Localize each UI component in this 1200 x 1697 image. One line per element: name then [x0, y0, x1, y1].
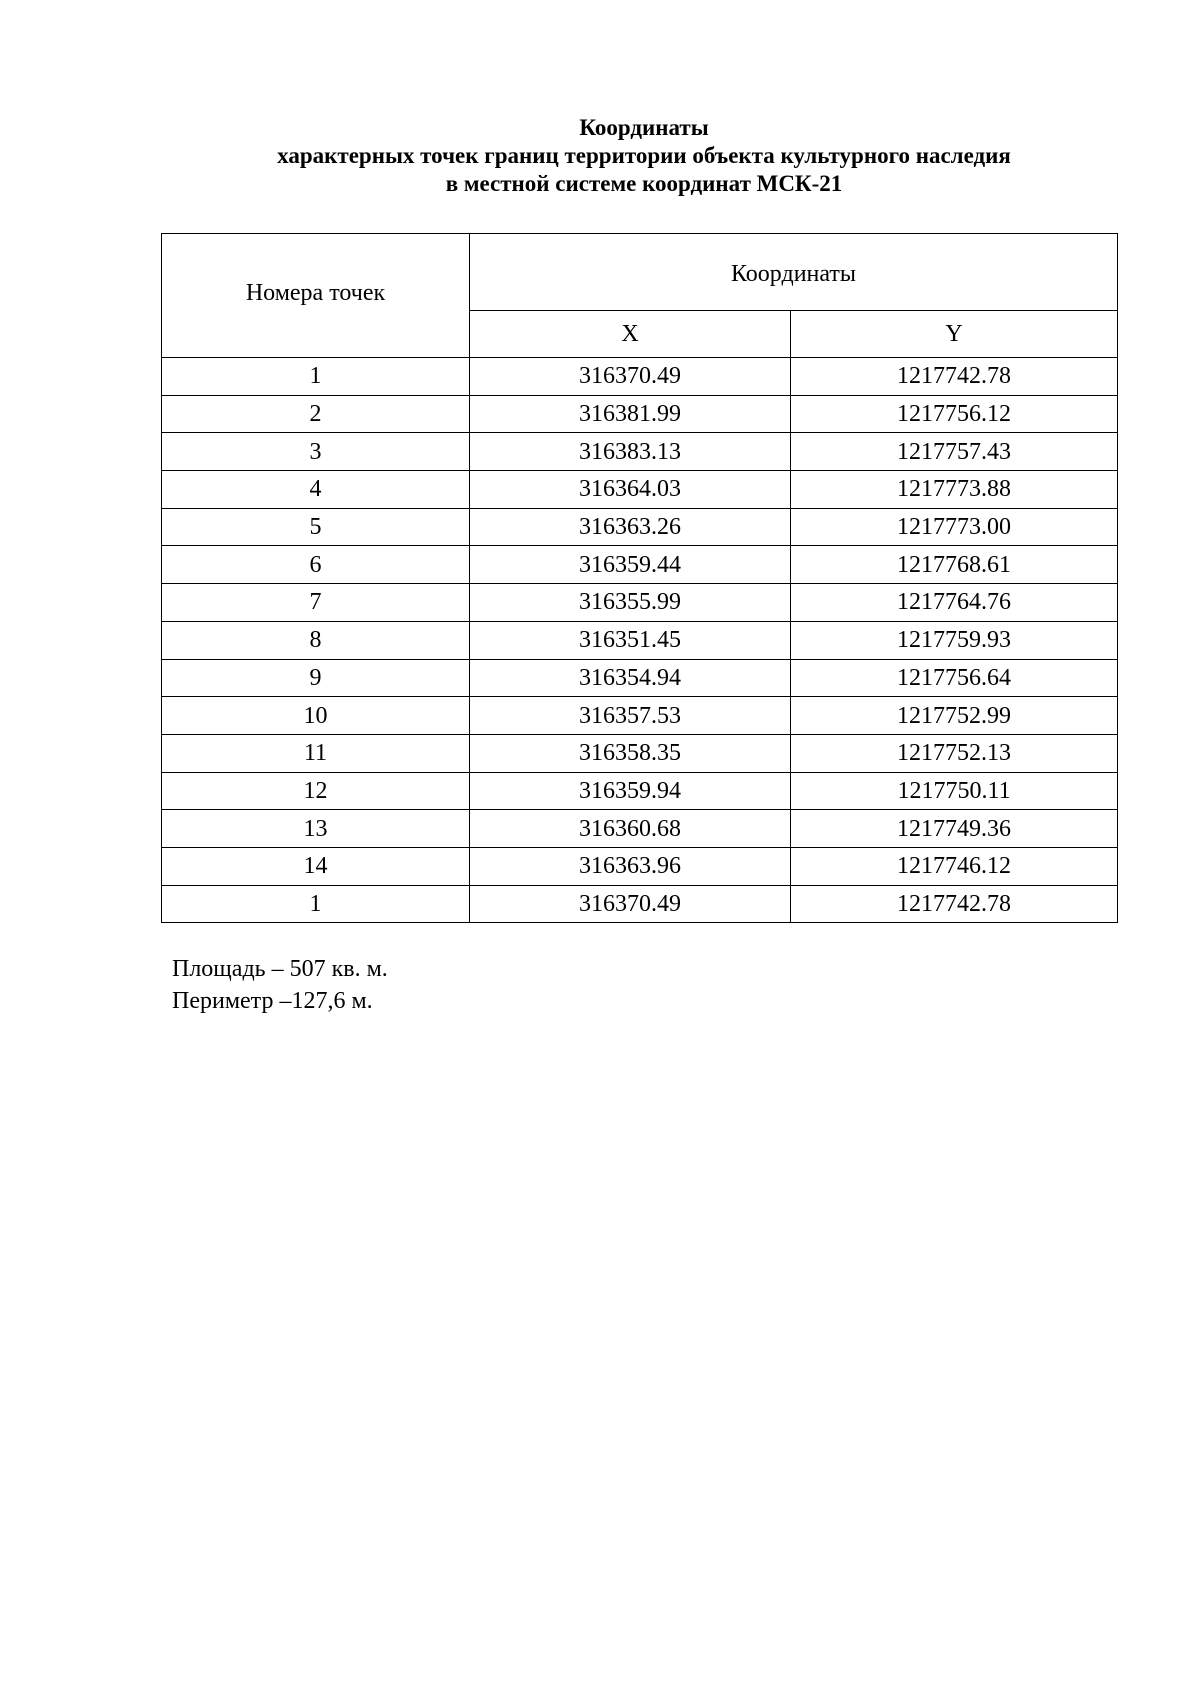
y-coordinate-cell: 1217773.88 — [791, 471, 1118, 509]
header-y: Y — [791, 311, 1118, 358]
y-coordinate-cell: 1217756.64 — [791, 659, 1118, 697]
title-line-2: характерных точек границ территории объекта культурного наследия — [277, 143, 1011, 168]
table-row — [162, 584, 1118, 622]
document-title — [0, 114, 1200, 198]
y-coordinate-cell: 1217750.11 — [791, 772, 1118, 810]
area-text: Площадь – 507 кв. м. — [172, 956, 388, 982]
point-number-cell: 2 — [162, 395, 470, 433]
x-coordinate-cell: 316370.49 — [470, 885, 791, 923]
x-coordinate-cell: 316363.26 — [470, 508, 791, 546]
x-coordinate-cell: 316357.53 — [470, 697, 791, 735]
point-number-cell: 7 — [162, 584, 470, 622]
y-coordinate-cell: 1217757.43 — [791, 433, 1118, 471]
table-row — [162, 885, 1118, 923]
table-row — [162, 433, 1118, 471]
table-row — [162, 358, 1118, 396]
point-number-cell: 1 — [162, 885, 470, 923]
table-body — [162, 358, 1118, 923]
point-number-cell: 14 — [162, 847, 470, 885]
table-row — [162, 697, 1118, 735]
x-coordinate-cell: 316359.44 — [470, 546, 791, 584]
y-coordinate-cell: 1217773.00 — [791, 508, 1118, 546]
x-coordinate-cell: 316383.13 — [470, 433, 791, 471]
x-coordinate-cell: 316360.68 — [470, 810, 791, 848]
table-row — [162, 508, 1118, 546]
point-number-cell: 1 — [162, 358, 470, 396]
y-coordinate-cell: 1217742.78 — [791, 358, 1118, 396]
x-coordinate-cell: 316358.35 — [470, 734, 791, 772]
table-row — [162, 546, 1118, 584]
y-coordinate-cell: 1217749.36 — [791, 810, 1118, 848]
point-number-cell: 11 — [162, 734, 470, 772]
title-line-1: Координаты — [579, 115, 709, 140]
coordinates-table — [161, 233, 1118, 923]
y-coordinate-cell: 1217752.99 — [791, 697, 1118, 735]
table-row — [162, 772, 1118, 810]
y-coordinate-cell: 1217752.13 — [791, 734, 1118, 772]
perimeter-text: Периметр –127,6 м. — [172, 988, 373, 1014]
header-coordinates: Координаты — [470, 234, 1118, 311]
y-coordinate-cell: 1217764.76 — [791, 584, 1118, 622]
point-number-cell: 6 — [162, 546, 470, 584]
x-coordinate-cell: 316351.45 — [470, 621, 791, 659]
point-number-cell: 4 — [162, 471, 470, 509]
x-coordinate-cell: 316381.99 — [470, 395, 791, 433]
y-coordinate-cell: 1217742.78 — [791, 885, 1118, 923]
x-coordinate-cell: 316370.49 — [470, 358, 791, 396]
point-number-cell: 8 — [162, 621, 470, 659]
point-number-cell: 13 — [162, 810, 470, 848]
table-row — [162, 659, 1118, 697]
y-coordinate-cell: 1217759.93 — [791, 621, 1118, 659]
x-coordinate-cell: 316363.96 — [470, 847, 791, 885]
point-number-cell: 12 — [162, 772, 470, 810]
y-coordinate-cell: 1217756.12 — [791, 395, 1118, 433]
table-row — [162, 395, 1118, 433]
header-x: X — [470, 311, 791, 358]
point-number-cell: 5 — [162, 508, 470, 546]
y-coordinate-cell: 1217768.61 — [791, 546, 1118, 584]
x-coordinate-cell: 316364.03 — [470, 471, 791, 509]
point-number-cell: 10 — [162, 697, 470, 735]
table-row — [162, 621, 1118, 659]
title-line-3: в местной системе координат МСК-21 — [445, 171, 843, 196]
table-row — [162, 847, 1118, 885]
x-coordinate-cell: 316354.94 — [470, 659, 791, 697]
table-row — [162, 734, 1118, 772]
header-point-numbers: Номера точек — [162, 234, 470, 358]
point-number-cell: 3 — [162, 433, 470, 471]
y-coordinate-cell: 1217746.12 — [791, 847, 1118, 885]
point-number-cell: 9 — [162, 659, 470, 697]
summary — [172, 953, 388, 1017]
table-row — [162, 471, 1118, 509]
x-coordinate-cell: 316355.99 — [470, 584, 791, 622]
x-coordinate-cell: 316359.94 — [470, 772, 791, 810]
table-row — [162, 810, 1118, 848]
